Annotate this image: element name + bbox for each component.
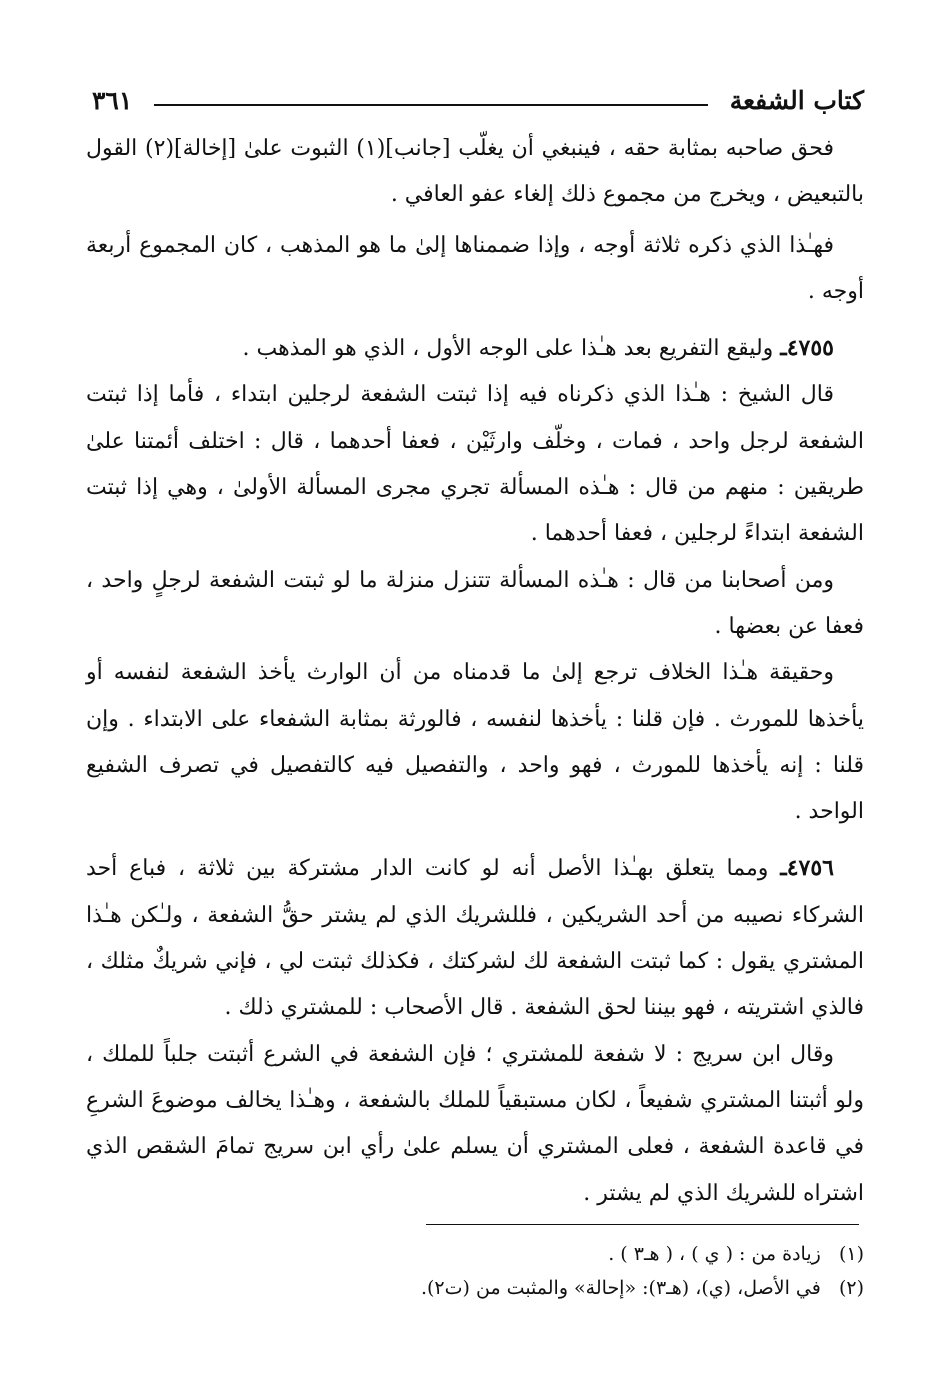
paragraph-5: [86, 558, 864, 651]
paragraph-text: قال الشيخ : هـٰذا الذي ذكرناه فيه إذا ثبتت الشفعة لرجلين ابتداء ، فأما إذا ثبتت الشفعة لرجل واحد ، فمات ، وخلّف وارثَيْن ، فعفا أحدهما ، قال : اختلف أئمتنا علىٰ طريقين : منهم من قال : هـٰذه المسألة تجري مجرى المسألة الأولىٰ ، وهي إذا ثبتت الشفعة ابتداءً لرجلين ، فعفا أحدهما .: [86, 382, 864, 547]
paragraph-text: ومن أصحابنا من قال : هـٰذه المسألة تتنزل منزلة ما لو ثبتت الشفعة لرجلٍ واحد ، فعفا عن بعضها .: [86, 567, 864, 639]
paragraph-text: فحق صاحبه بمثابة حقه ، فينبغي أن يغلّب [جانب](١) الثبوت علىٰ [إخالة](٢) القول بالتبعيض ، ويخرج من مجموع ذلك إلغاء عفو العافي .: [86, 136, 864, 208]
paragraph-text: وحقيقة هـٰذا الخلاف ترجع إلىٰ ما قدمناه من أن الوارث يأخذ الشفعة لنفسه أو يأخذها للمورث . فإن قلنا : يأخذها لنفسه ، فالورثة بمثابة الشفعاء على الابتداء . وإن قلنا : إنه يأخذها للمورث ، فهو واحد ، والتفصيل فيه كالتفصيل في تصرف الشفيع الواحد .: [86, 660, 864, 825]
section-number: ٤٧٥٦ـ: [780, 855, 834, 882]
footnote-text: زيادة من : ( ي ) ، ( هـ٣ ) .: [608, 1243, 821, 1265]
footnote-2: [86, 1271, 864, 1305]
main-text: [86, 126, 864, 1217]
paragraph-1: [86, 126, 864, 219]
footnote-1: [86, 1237, 864, 1271]
paragraph-4: [86, 372, 864, 557]
running-header: [92, 80, 864, 120]
paragraph-3: [86, 325, 864, 372]
paragraph-6: [86, 650, 864, 835]
footnote-text: في الأصل، (ي)، (هـ٣): «إحالة» والمثبت من (ت٢).: [420, 1277, 821, 1299]
paragraph-2: [86, 223, 864, 316]
paragraph-text: ومما يتعلق بهـٰذا الأصل أنه لو كانت الدار مشتركة بين ثلاثة ، فباع أحد الشركاء نصيبه من أحد الشريكين ، فللشريك الذي لم يشتر حقُّ الشفعة ، ولـٰكن هـٰذا المشتري يقول : كما ثبتت الشفعة لك لشركتك ، فكذلك ثبتت لي ، فإني شريكٌ مثلك ، فالذي اشتريته ، فهو بيننا لحق الشفعة . قال الأصحاب : للمشتري ذلك .: [86, 856, 864, 1021]
paragraph-text: فهـٰذا الذي ذكره ثلاثة أوجه ، وإذا ضممناها إلىٰ ما هو المذهب ، كان المجموع أربعة أوجه .: [86, 232, 864, 304]
paragraph-text: وقال ابن سريج : لا شفعة للمشتري ؛ فإن الشفعة في الشرع أثبتت جلباً للملك ، ولو أثبتنا المشتري شفيعاً ، لكان مستبقياً للملك بالشفعة ، وهـٰذا يخالف موضوعَ الشرعِ في قاعدة الشفعة ، فعلى المشتري أن يسلم علىٰ رأي ابن سريج تمامَ الشقص الذي اشتراه للشريك الذي لم يشتر .: [86, 1041, 864, 1206]
section-number: ٤٧٥٥ـ: [780, 335, 834, 362]
footnote-separator: [426, 1224, 859, 1225]
footnotes: [86, 1237, 864, 1305]
paragraph-8: [86, 1032, 864, 1217]
paragraph-7: [86, 845, 864, 1031]
header-rule: [154, 104, 707, 106]
chapter-title: كتاب الشفعة: [729, 85, 864, 115]
paragraph-text: وليقع التفريع بعد هـٰذا على الوجه الأول ، الذي هو المذهب .: [242, 336, 781, 362]
footnote-number: (١): [838, 1243, 864, 1265]
page-number: ٣٦١: [92, 85, 133, 115]
footnote-number: (٢): [838, 1277, 864, 1299]
